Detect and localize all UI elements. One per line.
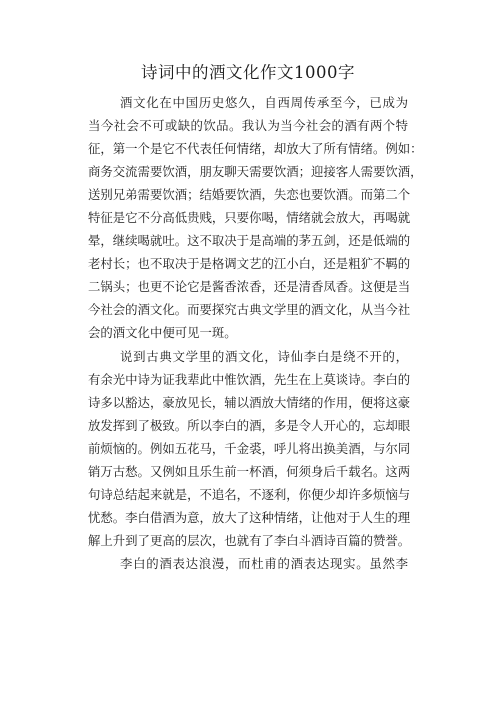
paragraph-line: 句诗总结起来就是，不追名，不逐利，你便少却许多烦恼与	[88, 487, 411, 502]
paragraph-line: 酒文化在中国历史悠久，自西周传承至今，已成为	[120, 95, 408, 110]
paragraph-line: 放发挥到了极致。所以李白的酒，多是令人开心的，忘却眼	[88, 418, 411, 433]
paragraph-line: 晕，继续喝就吐。这不取决于是高端的茅五剑，还是低端的	[88, 233, 411, 248]
paragraph-line: 说到古典文学里的酒文化，诗仙李白是绕不开的，	[120, 349, 408, 364]
paragraph-line: 当今社会不可或缺的饮品。我认为当今社会的酒有两个特	[88, 118, 408, 133]
paragraph-line: 会的酒文化中便可见一斑。	[88, 325, 237, 340]
paragraph-line: 李白的酒表达浪漫，而杜甫的酒表达现实。虽然李	[120, 556, 408, 571]
paragraph-line: 送别兄弟需要饮酒；结婚要饮酒，失恋也要饮酒。而第二个	[88, 187, 411, 202]
paragraph-line: 二锅头；也更不论它是酱香浓香，还是清香凤香。这便是当	[88, 279, 411, 294]
paragraph-line: 老村长；也不取决于是格调文艺的江小白，还是粗犷不羁的	[88, 256, 411, 271]
paragraph-line: 前烦恼的。例如五花马，千金裘，呼儿将出换美酒，与尔同	[88, 441, 411, 456]
paragraph-line: 特征是它不分高低贵贱，只要你喝，情绪就会放大，再喝就	[88, 210, 411, 225]
paragraph-line: 诗多以豁达，豪放见长，辅以酒放大情绪的作用，便将这豪	[88, 395, 411, 410]
paragraph-line: 商务交流需要饮酒，朋友聊天需要饮酒；迎接客人需要饮酒，	[88, 164, 423, 179]
paragraph-line: 解上升到了更高的层次，也就有了李白斗酒诗百篇的赞誉。	[88, 533, 411, 548]
paragraph-line: 有余光中诗为证我辈此中惟饮酒，先生在上莫谈诗。李白的	[88, 372, 411, 387]
paragraph-line: 忧愁。李白借酒为意，放大了这种情绪，让他对于人生的理	[88, 510, 411, 525]
paragraph-line: 今社会的酒文化。而要探究古典文学里的酒文化，从当今社	[88, 302, 411, 317]
paragraph-line: 征，第一个是它不代表任何情绪，却放大了所有情绪。例如：	[88, 141, 423, 156]
document-title: 诗词中的酒文化作文1000字	[141, 63, 355, 82]
paragraph-line: 销万古愁。又例如且乐生前一杯酒，何须身后千载名。这两	[88, 464, 411, 479]
